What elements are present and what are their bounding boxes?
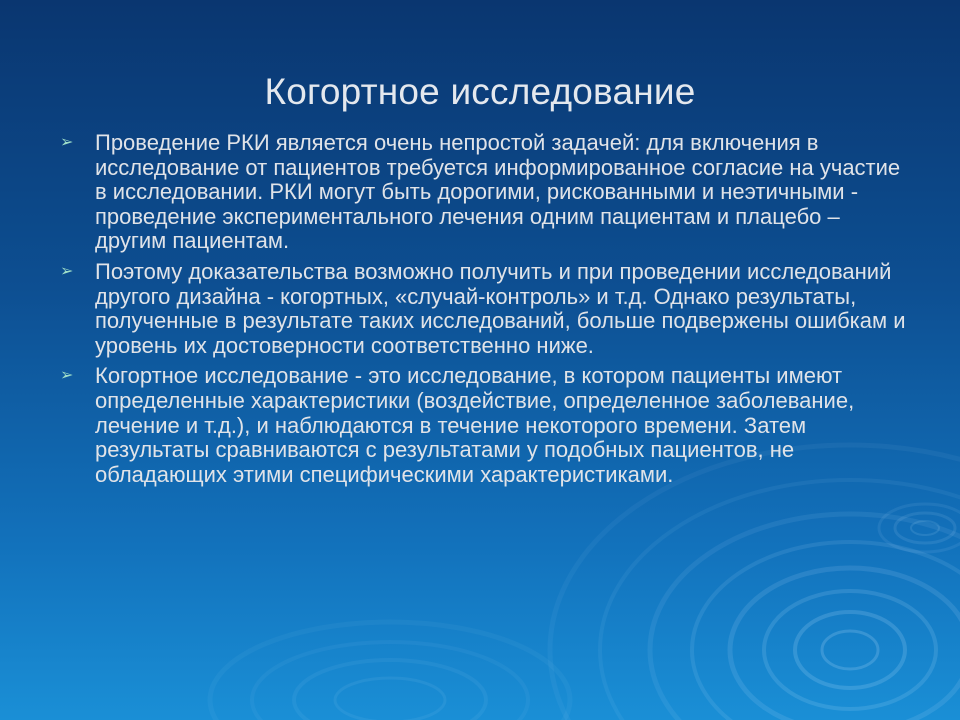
bullet-list: [60, 131, 910, 493]
arrow-bullet-icon: ➢: [60, 134, 74, 151]
bullet-item: [60, 131, 910, 254]
bullet-text: Когортное исследование - это исследование, в котором пациенты имеют определенные характеристики (воздействие, определенное заболевание, лечение и т.д.), и наблюдаются в течение некоторого времени. Затем результаты сравниваются с результатами у подобных пациентов, не обладающих этими специфическими характеристиками.: [95, 363, 855, 487]
bullet-item: [60, 260, 910, 358]
bullet-text: Поэтому доказательства возможно получить и при проведении исследований другого дизайна - когортных, «случай-контроль» и т.д. Однако результаты, полученные в результате таких исследований, больше подвержены ошибкам и уровень их достоверности соответственно ниже.: [95, 258, 906, 358]
bullet-text: Проведение РКИ является очень непростой задачей: для включения в исследование от пациентов требуется информированное согласие на участие в исследовании. РКИ могут быть дорогими, рискованными и неэтичными - проведение экспериментального лечения одним пациентам и плацебо – другим пациентам.: [95, 130, 901, 254]
slide-title: Когортное исследование: [264, 71, 696, 112]
bullet-item: [60, 364, 910, 487]
arrow-bullet-icon: ➢: [60, 367, 74, 385]
arrow-bullet-icon: ➢: [60, 262, 74, 280]
